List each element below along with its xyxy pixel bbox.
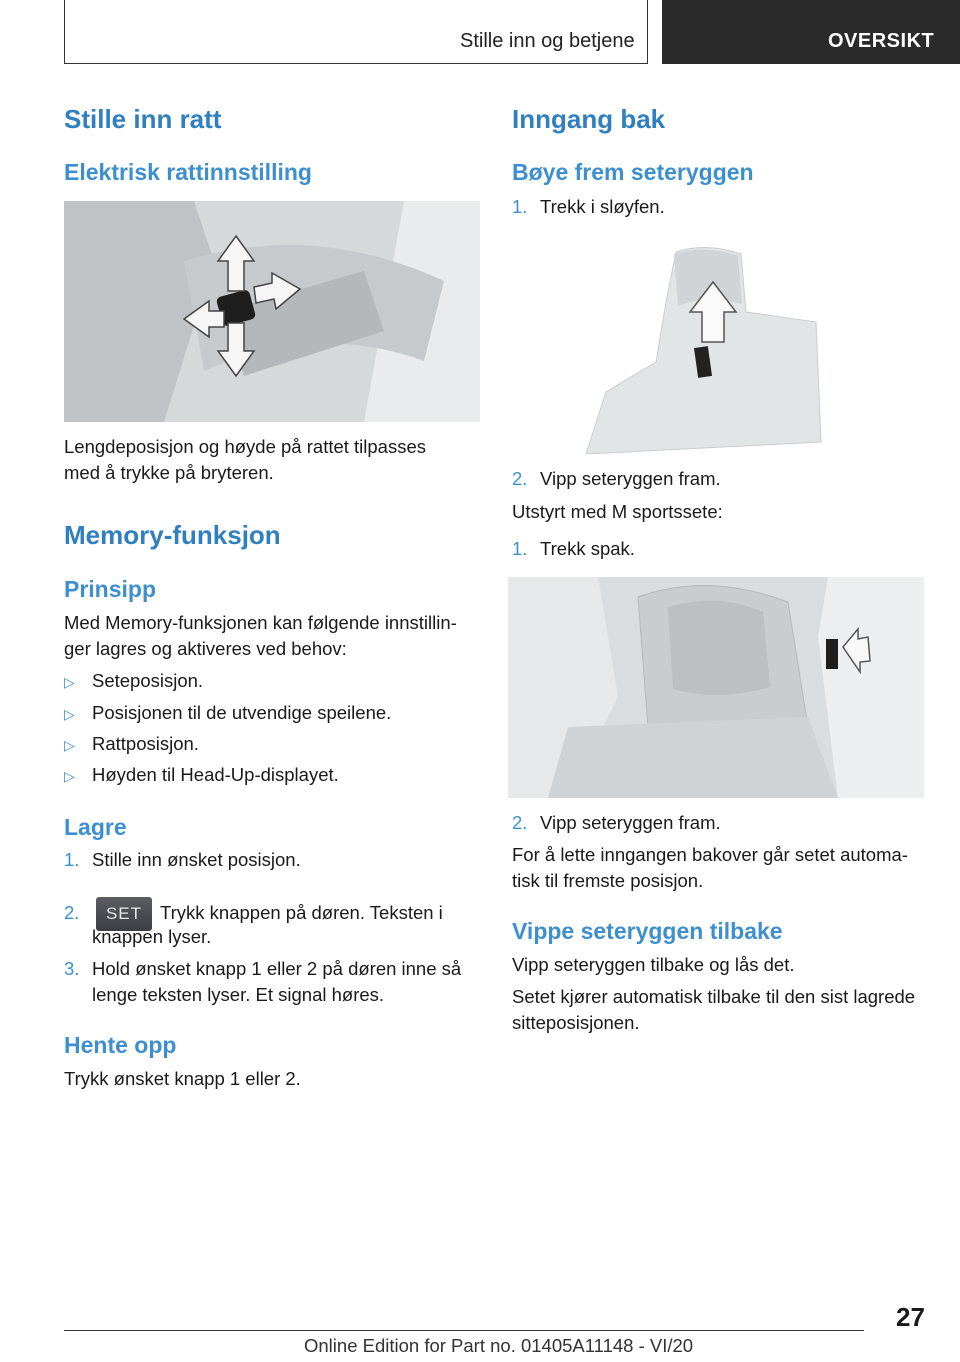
list-item: ▷ Rattposisjon. — [64, 731, 199, 758]
bullet-marker-icon: ▷ — [64, 768, 75, 784]
list-item: ▷ Seteposisjon. — [64, 668, 203, 695]
principle-line2: ger lagres og aktiveres ved behov: — [64, 638, 347, 659]
heading-store: Lagre — [64, 814, 127, 840]
steering-adjust-illustration — [64, 201, 480, 422]
fold-step-2: 2. Vipp seteryggen fram. — [512, 468, 721, 489]
seat-loop-illustration — [566, 242, 826, 454]
heading-rear-entry: Inngang bak — [512, 104, 666, 134]
overview-tab-label: OVERSIKT — [828, 30, 935, 52]
store-step-2: 2. SET Trykk knappen på døren. Teksten i — [64, 897, 443, 931]
store-step-2-cont: knappen lyser. — [92, 926, 212, 947]
overview-tab[interactable] — [662, 0, 960, 64]
heading-electric-steering: Elektrisk rattinnstilling — [64, 159, 312, 185]
m-step-1: 1. Trekk spak. — [512, 538, 635, 559]
set-button-icon: SET — [96, 897, 152, 931]
m-step-2: 2. Vipp seteryggen fram. — [512, 812, 721, 833]
recall-text: Trykk ønsket knapp 1 eller 2. — [64, 1068, 301, 1089]
list-item: ▷ Høyden til Head-Up-displayet. — [64, 762, 339, 789]
heading-fold-backrest: Bøye frem seteryggen — [512, 159, 754, 185]
store-step-3: 3. Hold ønsket knapp 1 eller 2 på døren inne så — [64, 958, 462, 979]
heading-steering: Stille inn ratt — [64, 104, 222, 134]
tilt-line1: Vipp seteryggen tilbake og lås det. — [512, 954, 795, 975]
steering-caption-line1: Lengdeposisjon og høyde på rattet tilpasses — [64, 436, 427, 457]
bullet-marker-icon: ▷ — [64, 706, 75, 722]
store-step-3-cont: lenge teksten lyser. Et signal høres. — [92, 984, 385, 1005]
fold-step-1: 1. Trekk i sløyfen. — [512, 196, 665, 217]
principle-line1: Med Memory-funksjonen kan følgende innstillin- — [64, 612, 457, 633]
bullet-marker-icon: ▷ — [64, 737, 75, 753]
page-number: 27 — [896, 1302, 925, 1332]
m-sport-seat-illustration — [508, 577, 924, 798]
section-title: Stille inn og betjene — [460, 30, 635, 52]
tilt-line2: Setet kjører automatisk tilbake til den sist lagrede — [512, 986, 916, 1007]
footer-divider — [64, 1330, 864, 1331]
heading-recall: Hente opp — [64, 1032, 177, 1058]
steering-caption-line2: med å trykke på bryteren. — [64, 462, 274, 483]
bullet-marker-icon: ▷ — [64, 674, 75, 690]
heading-tilt-back: Vippe seteryggen tilbake — [512, 918, 783, 944]
heading-principle: Prinsipp — [64, 576, 157, 602]
ease-line1: For å lette inngangen bakover går setet automa- — [512, 844, 908, 865]
heading-memory: Memory-funksjon — [64, 520, 281, 550]
tilt-line3: sitteposisjonen. — [512, 1012, 640, 1033]
edition-text: Online Edition for Part no. 01405A11148 - VI/20 — [304, 1335, 694, 1356]
store-step-1: 1. Stille inn ønsket posisjon. — [64, 849, 301, 870]
list-item: ▷ Posisjonen til de utvendige speilene. — [64, 700, 391, 727]
m-seat-text: Utstyrt med M sportssete: — [512, 501, 723, 522]
ease-line2: tisk til fremste posisjon. — [512, 870, 704, 891]
